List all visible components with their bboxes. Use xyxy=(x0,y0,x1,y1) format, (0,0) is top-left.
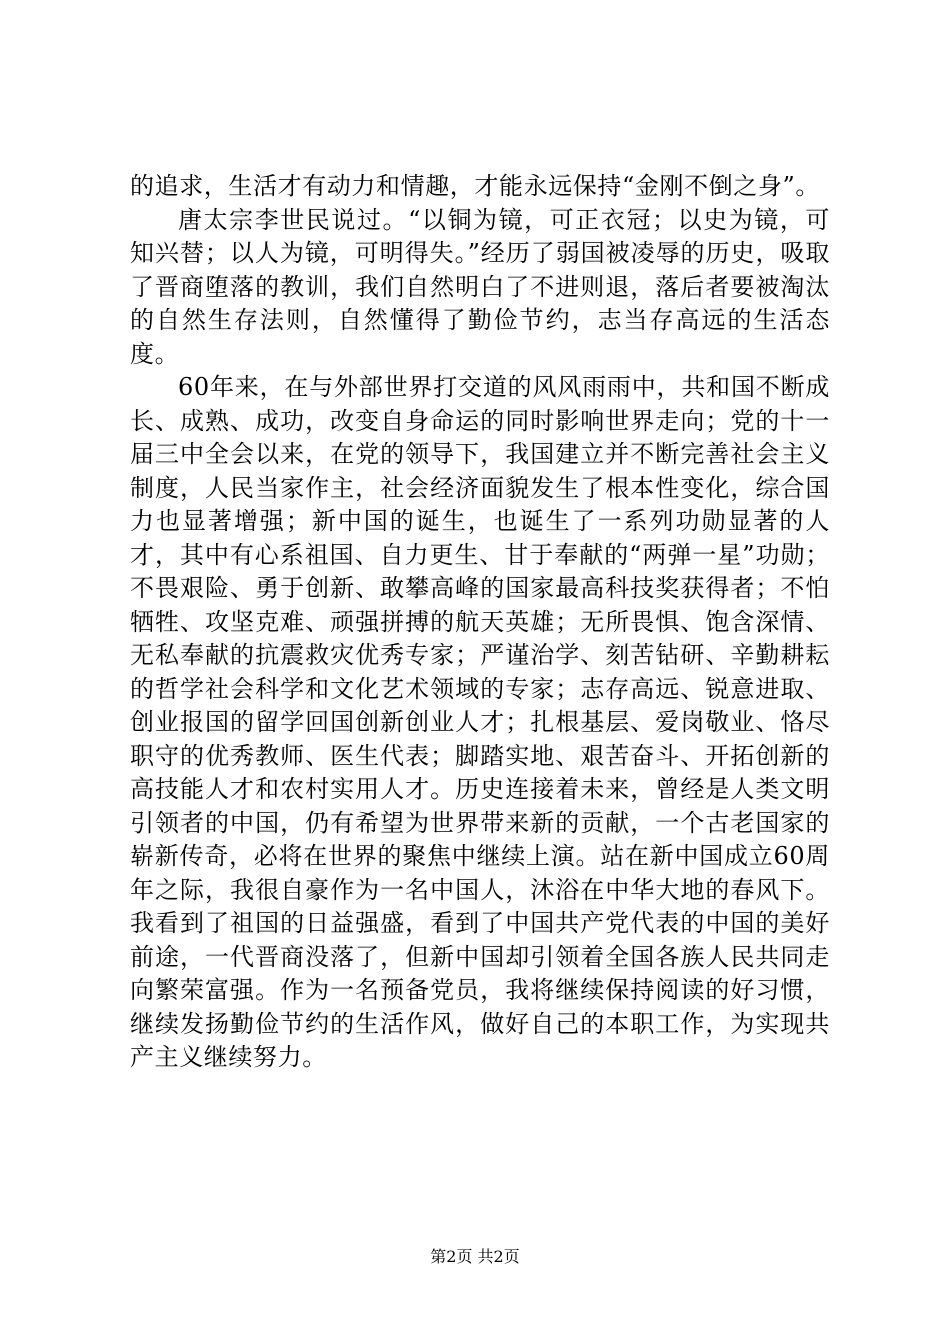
paragraph-continuation: 的追求，生活才有动力和情趣，才能永远保持“金刚不倒之身”。 xyxy=(130,172,820,200)
page-number-footer: 第2页 共2页 xyxy=(430,1247,520,1266)
paragraph-sixty-years: 60年来，在与外部世界打交道的风风雨雨中，共和国不断成长、成熟、成功，改变自身命运的同时影响世界走向；党的十一届三中全会以来，在党的领导下，我国建立并不断完善社会主义制度，人民当家作主，社会经济面貌发生了根本性变化，综合国力也显著增强；新中国的诞生，也诞生了一系列功勋显著的人才，其中有心系祖国、自力更生、甘于奉献的“两弹一星”功勋；不畏艰险、勇于创新、敢攀高峰的国家最高科技奖获得者；不怕牺牲、攻坚克难、顽强拼搏的航天英雄；无所畏惧、饱含深情、无私奉献的抗震救灾优秀专家；严谨治学、刻苦钻研、辛勤耕耘的哲学社会科学和文化艺术领域的专家；志存高远、锐意进取、创业报国的留学回国创新创业人才；扎根基层、爱岗敬业、恪尽职守的优秀教师、医生代表；脚踏实地、艰苦奋斗、开拓创新的高技能人才和农村实用人才。历史连接着未来，曾经是人类文明引领者的中国，仍有希望为世界带来新的贡献，一个古老国家的崭新传奇，必将在世界的聚焦中继续上演。站在新中国成立60周年之际，我很自豪作为一名中国人，沐浴在中华大地的春风下。我看到了祖国的日益强盛，看到了中国共产党代表的中国的美好前途，一代晋商没落了，但新中国却引领着全国各族人民共同走向繁荣富强。作为一名预备党员，我将继续保持阅读的好习惯，继续发扬勤俭节约的生活作风，做好自己的本职工作，为实现共产主义继续努力。 xyxy=(130,373,830,1071)
paragraph-tang-taizong-quote: 唐太宗李世民说过。“以铜为镜，可正衣冠；以史为镜，可知兴替；以人为镜，可明得失。”经历了弱国被凌辱的历史，吸取了晋商堕落的教训，我们自然明白了不进则退，落后者要被淘汰的自然生存法则，自然懂得了勤俭节约，志当存高远的生活态度。 xyxy=(130,205,830,368)
document-body xyxy=(130,170,830,1075)
